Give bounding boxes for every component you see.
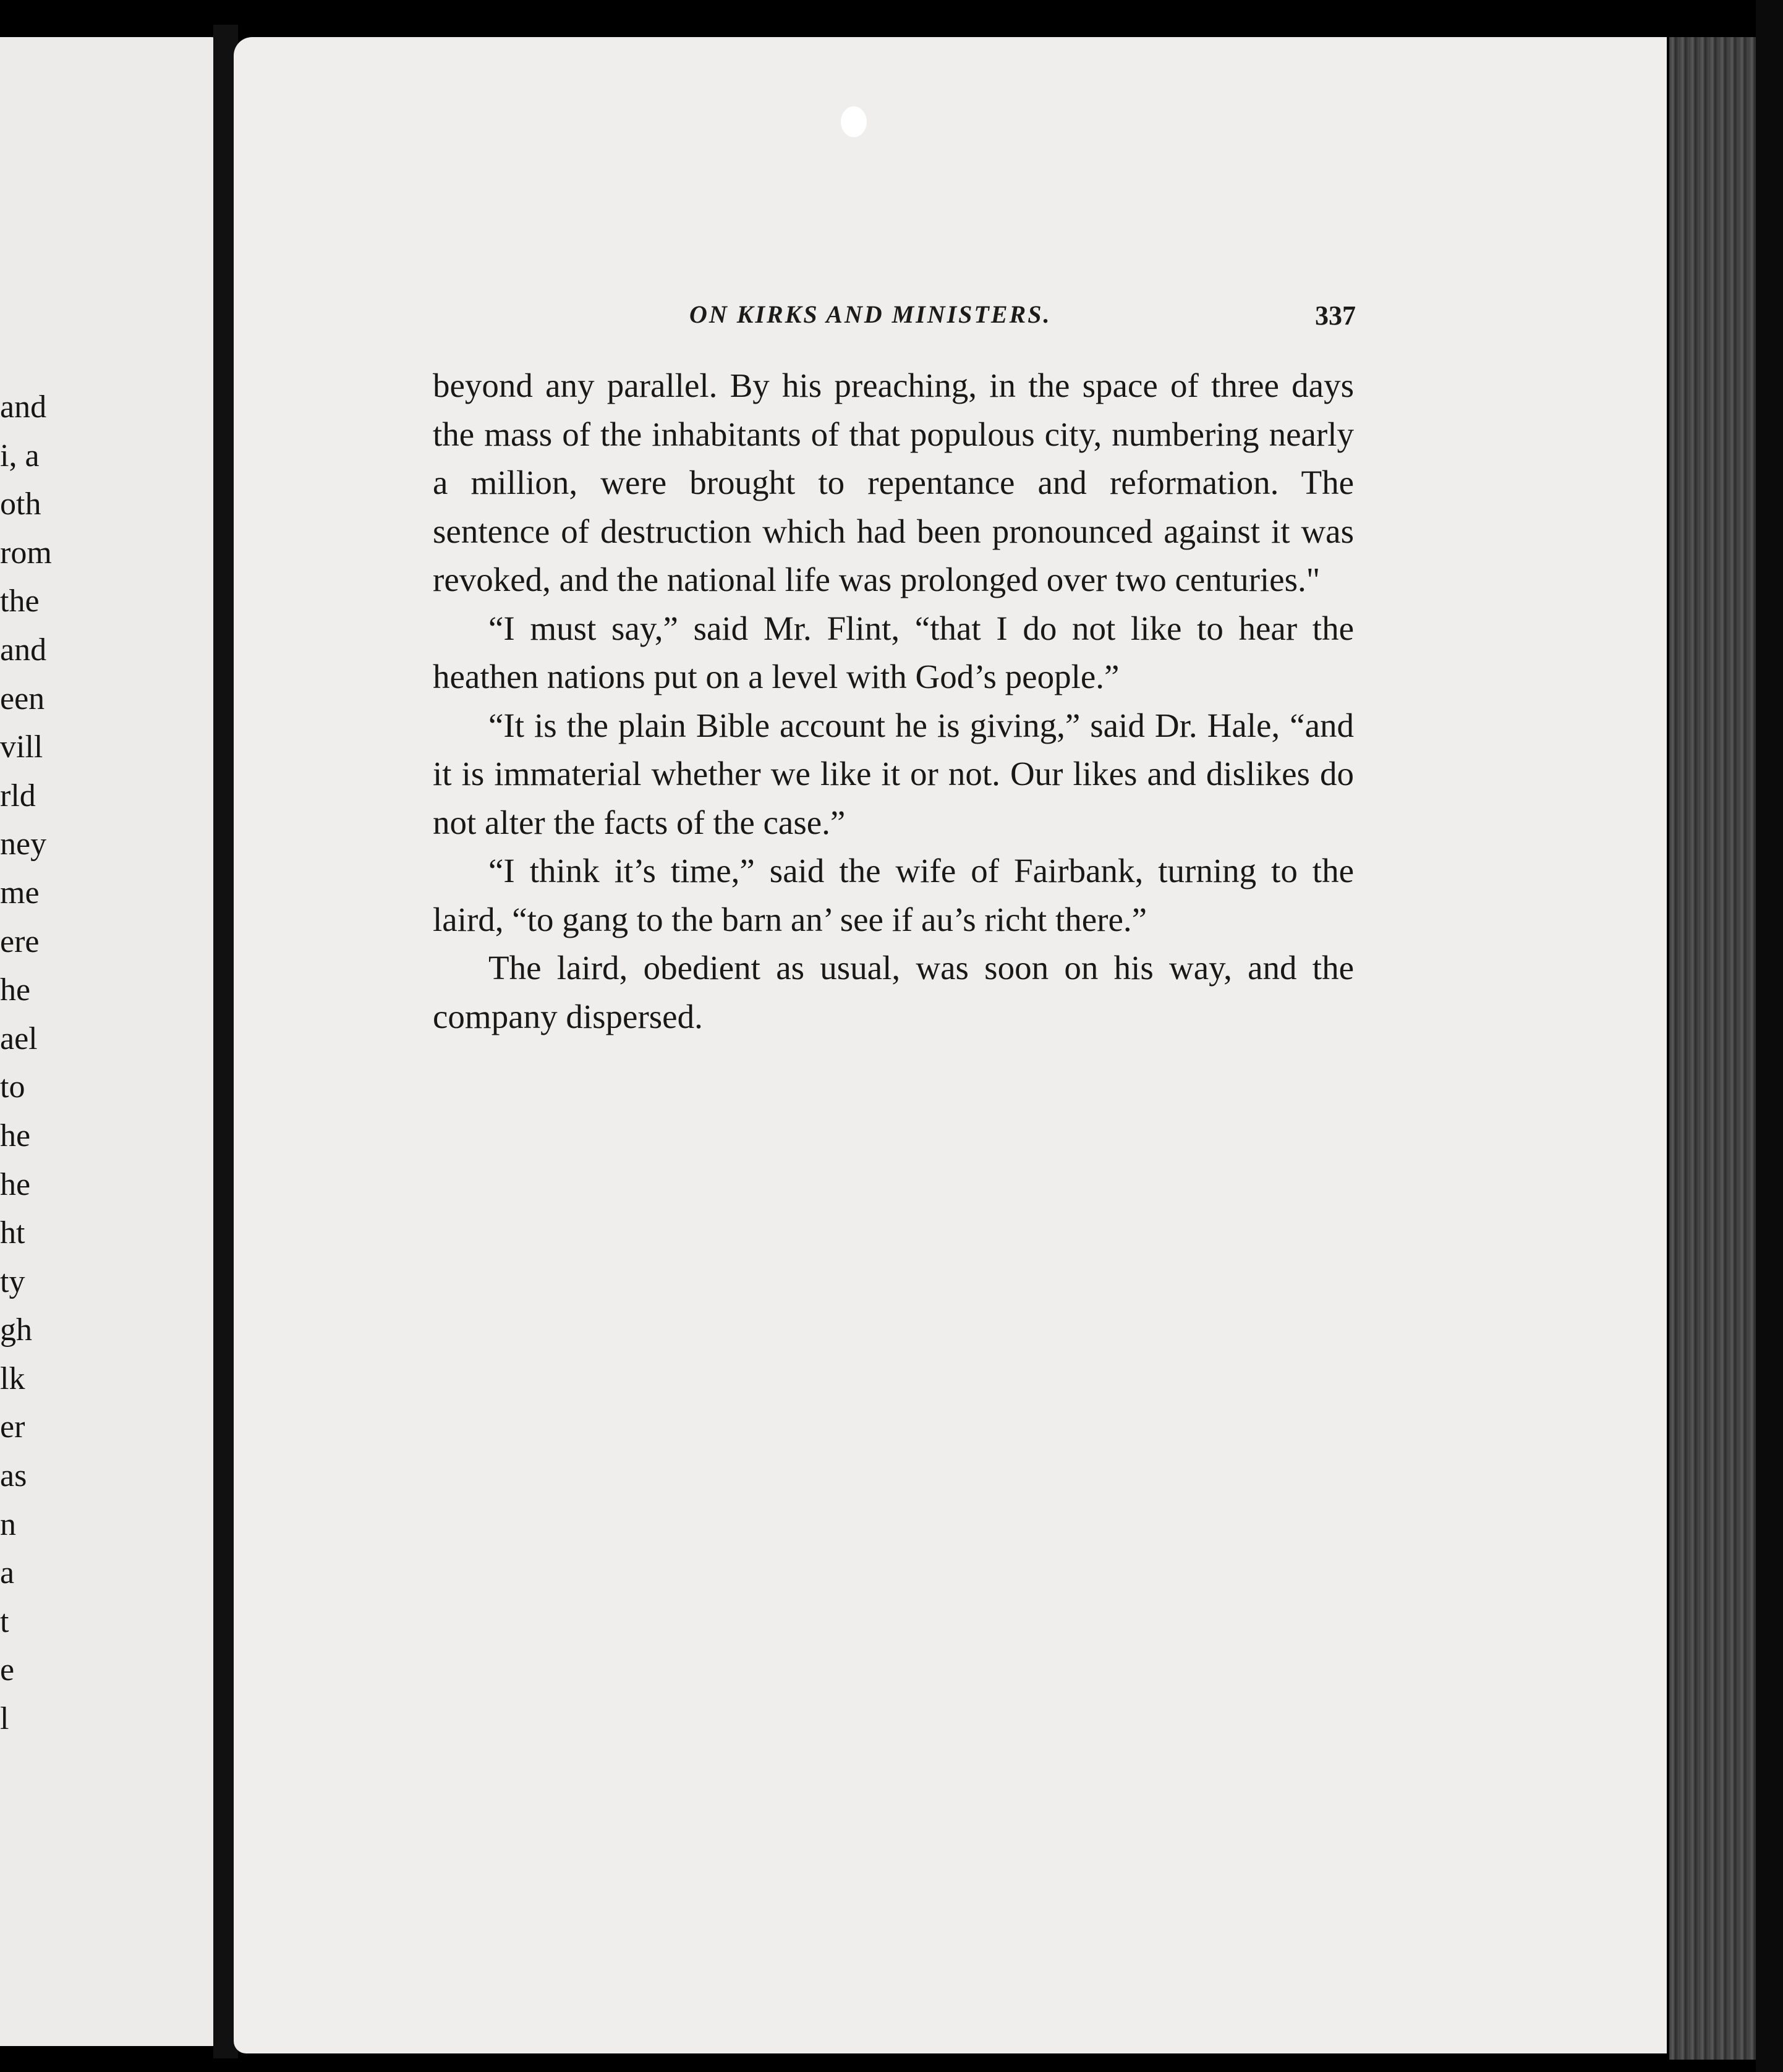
left-fragment: rom xyxy=(0,535,52,571)
left-fragment: ere xyxy=(0,923,40,959)
left-fragment: i, a xyxy=(0,438,40,473)
left-fragment: een xyxy=(0,681,45,716)
page-number: 337 xyxy=(1315,300,1356,331)
left-fragment: oth xyxy=(0,486,41,522)
paragraph: The laird, obedient as usual, was soon on his way, and the company dispersed. xyxy=(433,949,1354,1035)
left-fragment: ht xyxy=(0,1215,25,1251)
left-page-line-fragments xyxy=(0,383,62,1744)
left-fragment: vill xyxy=(0,729,43,765)
left-fragment: lk xyxy=(0,1361,25,1396)
left-fragment: ael xyxy=(0,1021,38,1056)
page-body xyxy=(433,362,1354,1041)
left-fragment: e xyxy=(0,1652,15,1688)
left-fragment: a xyxy=(0,1555,15,1591)
left-fragment: t xyxy=(0,1603,9,1639)
left-fragment: and xyxy=(0,389,47,425)
scan-border xyxy=(1756,0,1783,2072)
left-fragment: l xyxy=(0,1701,9,1737)
left-fragment: as xyxy=(0,1458,27,1494)
left-fragment: gh xyxy=(0,1312,32,1348)
paragraph: “I think it’s time,” said the wife of Fairbank, turning to the laird, “to gang to the barn an’ see if au’s richt there.” xyxy=(433,852,1354,938)
left-fragment: ney xyxy=(0,826,47,862)
left-fragment: n xyxy=(0,1506,16,1542)
paragraph: “It is the plain Bible account he is giving,” said Dr. Hale, “and it is immaterial whether we like it or not. Our likes and dislikes do not alter the facts of the case.” xyxy=(433,706,1354,841)
left-fragment: he xyxy=(0,972,31,1008)
paper-speck xyxy=(841,106,867,137)
left-fragment: rld xyxy=(0,778,36,813)
left-facing-page xyxy=(0,37,223,2046)
left-fragment: and xyxy=(0,632,47,668)
right-page xyxy=(234,37,1667,2053)
paragraph: “I must say,” said Mr. Flint, “that I do not like to hear the heathen nations put on a level with God’s people.” xyxy=(433,609,1354,695)
left-fragment: ty xyxy=(0,1263,25,1299)
left-fragment: the xyxy=(0,584,40,619)
left-fragment: he xyxy=(0,1118,31,1153)
left-fragment: me xyxy=(0,875,40,911)
paragraph: beyond any parallel. By his preaching, in the space of three days the mass of the inhabitants of that populous city, numbering nearly a million, were brought to repentance and reformation. The sentence of destruction which had been pronounced against it was revoked, and the national life was prolonged over two centuries." xyxy=(433,367,1354,598)
running-header: ON KIRKS AND MINISTERS. xyxy=(689,300,1052,328)
left-fragment: he xyxy=(0,1166,31,1202)
left-fragment: er xyxy=(0,1409,25,1445)
left-fragment: to xyxy=(0,1069,25,1105)
